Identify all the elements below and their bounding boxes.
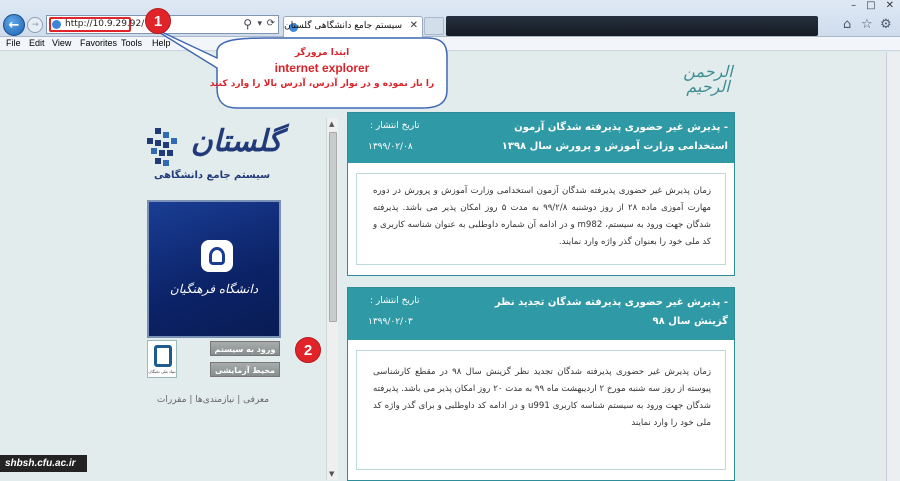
callout-line-1: ابتدا مرورگر: [294, 48, 350, 58]
test-environment-button[interactable]: محیط آزمایشی: [210, 362, 280, 377]
menu-edit[interactable]: Edit: [29, 38, 45, 48]
news-body: زمان پذیرش غیر حضوری پذیرفته شدگان تجدید نظر گزینش سال ۹۸ در مقطع کارشناسی پیوسته از روز سه شنبه مورخ ۲ اردیبهشت ماه ۹۹ به مدت ۲۰ روز امکان پذیر می باشد. پذیرفته شدگان جهت ورود به سیستم شناسه کاربری u991 و در ادامه کد داوطلبی و برای گذر واژه کد ملی خود را وارد نمایند: [356, 350, 726, 470]
menu-file[interactable]: File: [6, 38, 21, 48]
callout-line-2: internet explorer: [274, 61, 370, 75]
news-header: [348, 288, 734, 340]
university-emblem-icon: [201, 240, 233, 272]
footer-links[interactable]: معرفی | نیازمندی‌ها | مقررات: [156, 395, 270, 405]
menu-favorites[interactable]: Favorites: [80, 38, 118, 48]
elites-foundation-logo: [147, 340, 177, 378]
search-icon[interactable]: ⚲: [243, 17, 252, 31]
news-scrollbar[interactable]: [326, 118, 338, 480]
maximize-icon[interactable]: □: [866, 0, 876, 11]
emblem-inner-mark: [209, 247, 225, 265]
callout-text: [197, 38, 447, 109]
gear-icon[interactable]: ⚙: [880, 17, 892, 32]
scroll-down-icon[interactable]: ▼: [329, 470, 335, 478]
url-input[interactable]: http://10.9.29.92/: [65, 19, 145, 29]
star-icon[interactable]: ☆: [861, 17, 873, 32]
window-controls: [826, 0, 900, 14]
callout-line-3: را باز نموده و در نوار آدرس، آدرس بالا را وارد کنید: [209, 79, 435, 89]
scroll-up-icon[interactable]: ▲: [329, 120, 335, 128]
blurred-tabs-strip: [446, 16, 818, 36]
step-1-badge: 1: [145, 8, 171, 34]
menu-tools[interactable]: Tools: [121, 38, 143, 48]
chevron-down-icon[interactable]: ▾: [257, 19, 262, 29]
news-item: [347, 287, 735, 481]
news-title[interactable]: - پذیرش غیر حضوری پذیرفته شدگان تجدید نظر گزینش سال ۹۸: [494, 297, 728, 327]
university-name: دانشگاه فرهنگیان: [169, 282, 259, 296]
forward-button[interactable]: →: [27, 17, 43, 33]
ie-page-icon: [52, 20, 61, 29]
menu-view[interactable]: View: [52, 38, 72, 48]
elites-emblem-icon: [154, 345, 172, 367]
refresh-icon[interactable]: ⟳: [266, 18, 275, 29]
news-date: ۱۳۹۹/۰۲/۰۳: [368, 317, 413, 327]
close-icon[interactable]: ✕: [409, 20, 418, 31]
step-2-badge: 2: [295, 337, 321, 363]
instruction-callout: [197, 38, 447, 109]
university-logo-box: [147, 200, 281, 338]
news-title[interactable]: - پذیرش غیر حضوری پذیرفته شدگان آزمون استخدامی وزارت آموزش و پرورش سال ۱۳۹۸: [501, 122, 728, 152]
pixel-pattern-icon: [147, 128, 187, 168]
browser-scrollbar[interactable]: [886, 52, 900, 481]
window-close-icon[interactable]: ✕: [885, 0, 894, 11]
news-date: ۱۳۹۹/۰۲/۰۸: [368, 142, 413, 152]
menu-help[interactable]: Help: [152, 38, 171, 48]
minimize-icon[interactable]: –: [851, 0, 857, 11]
bismillah-calligraphy: الرحمن الرحیم: [683, 62, 733, 96]
news-date-label: تاریخ انتشار :: [370, 121, 420, 131]
golestan-wordmark: گلستان: [190, 124, 282, 159]
logo-subtitle: سیستم جامع دانشگاهی: [153, 170, 271, 181]
site-watermark: shbsh.cfu.ac.ir: [0, 455, 87, 472]
news-item: [347, 112, 735, 276]
back-button[interactable]: ←: [3, 14, 25, 36]
news-date-label: تاریخ انتشار :: [370, 296, 420, 306]
scroll-thumb[interactable]: [329, 132, 337, 322]
news-body: زمان پذیرش غیر حضوری پذیرفته شدگان آزمون استخدامی وزارت آموزش و پرورش در دوره مهارت آموزی ماده ۲۸ از روز دوشنبه ۹۹/۲/۸ به مدت ۵ روز امکان پذیر می باشد. پذیرفته شدگان جهت ورود به سیستم، m982 و در ادامه آن شماره داوطلبی به عنوان شناسه کاربری و کد ملی خود را بعنوان گذر واژه وارد نمایند.: [356, 173, 726, 265]
home-icon[interactable]: ⌂: [843, 17, 852, 32]
elites-logo-text: بنیاد ملی نخبگان: [148, 369, 176, 374]
tab-title: سیستم جامع دانشگاهی گلستان: [284, 21, 402, 31]
login-button[interactable]: ورود به سیستم: [210, 341, 280, 356]
